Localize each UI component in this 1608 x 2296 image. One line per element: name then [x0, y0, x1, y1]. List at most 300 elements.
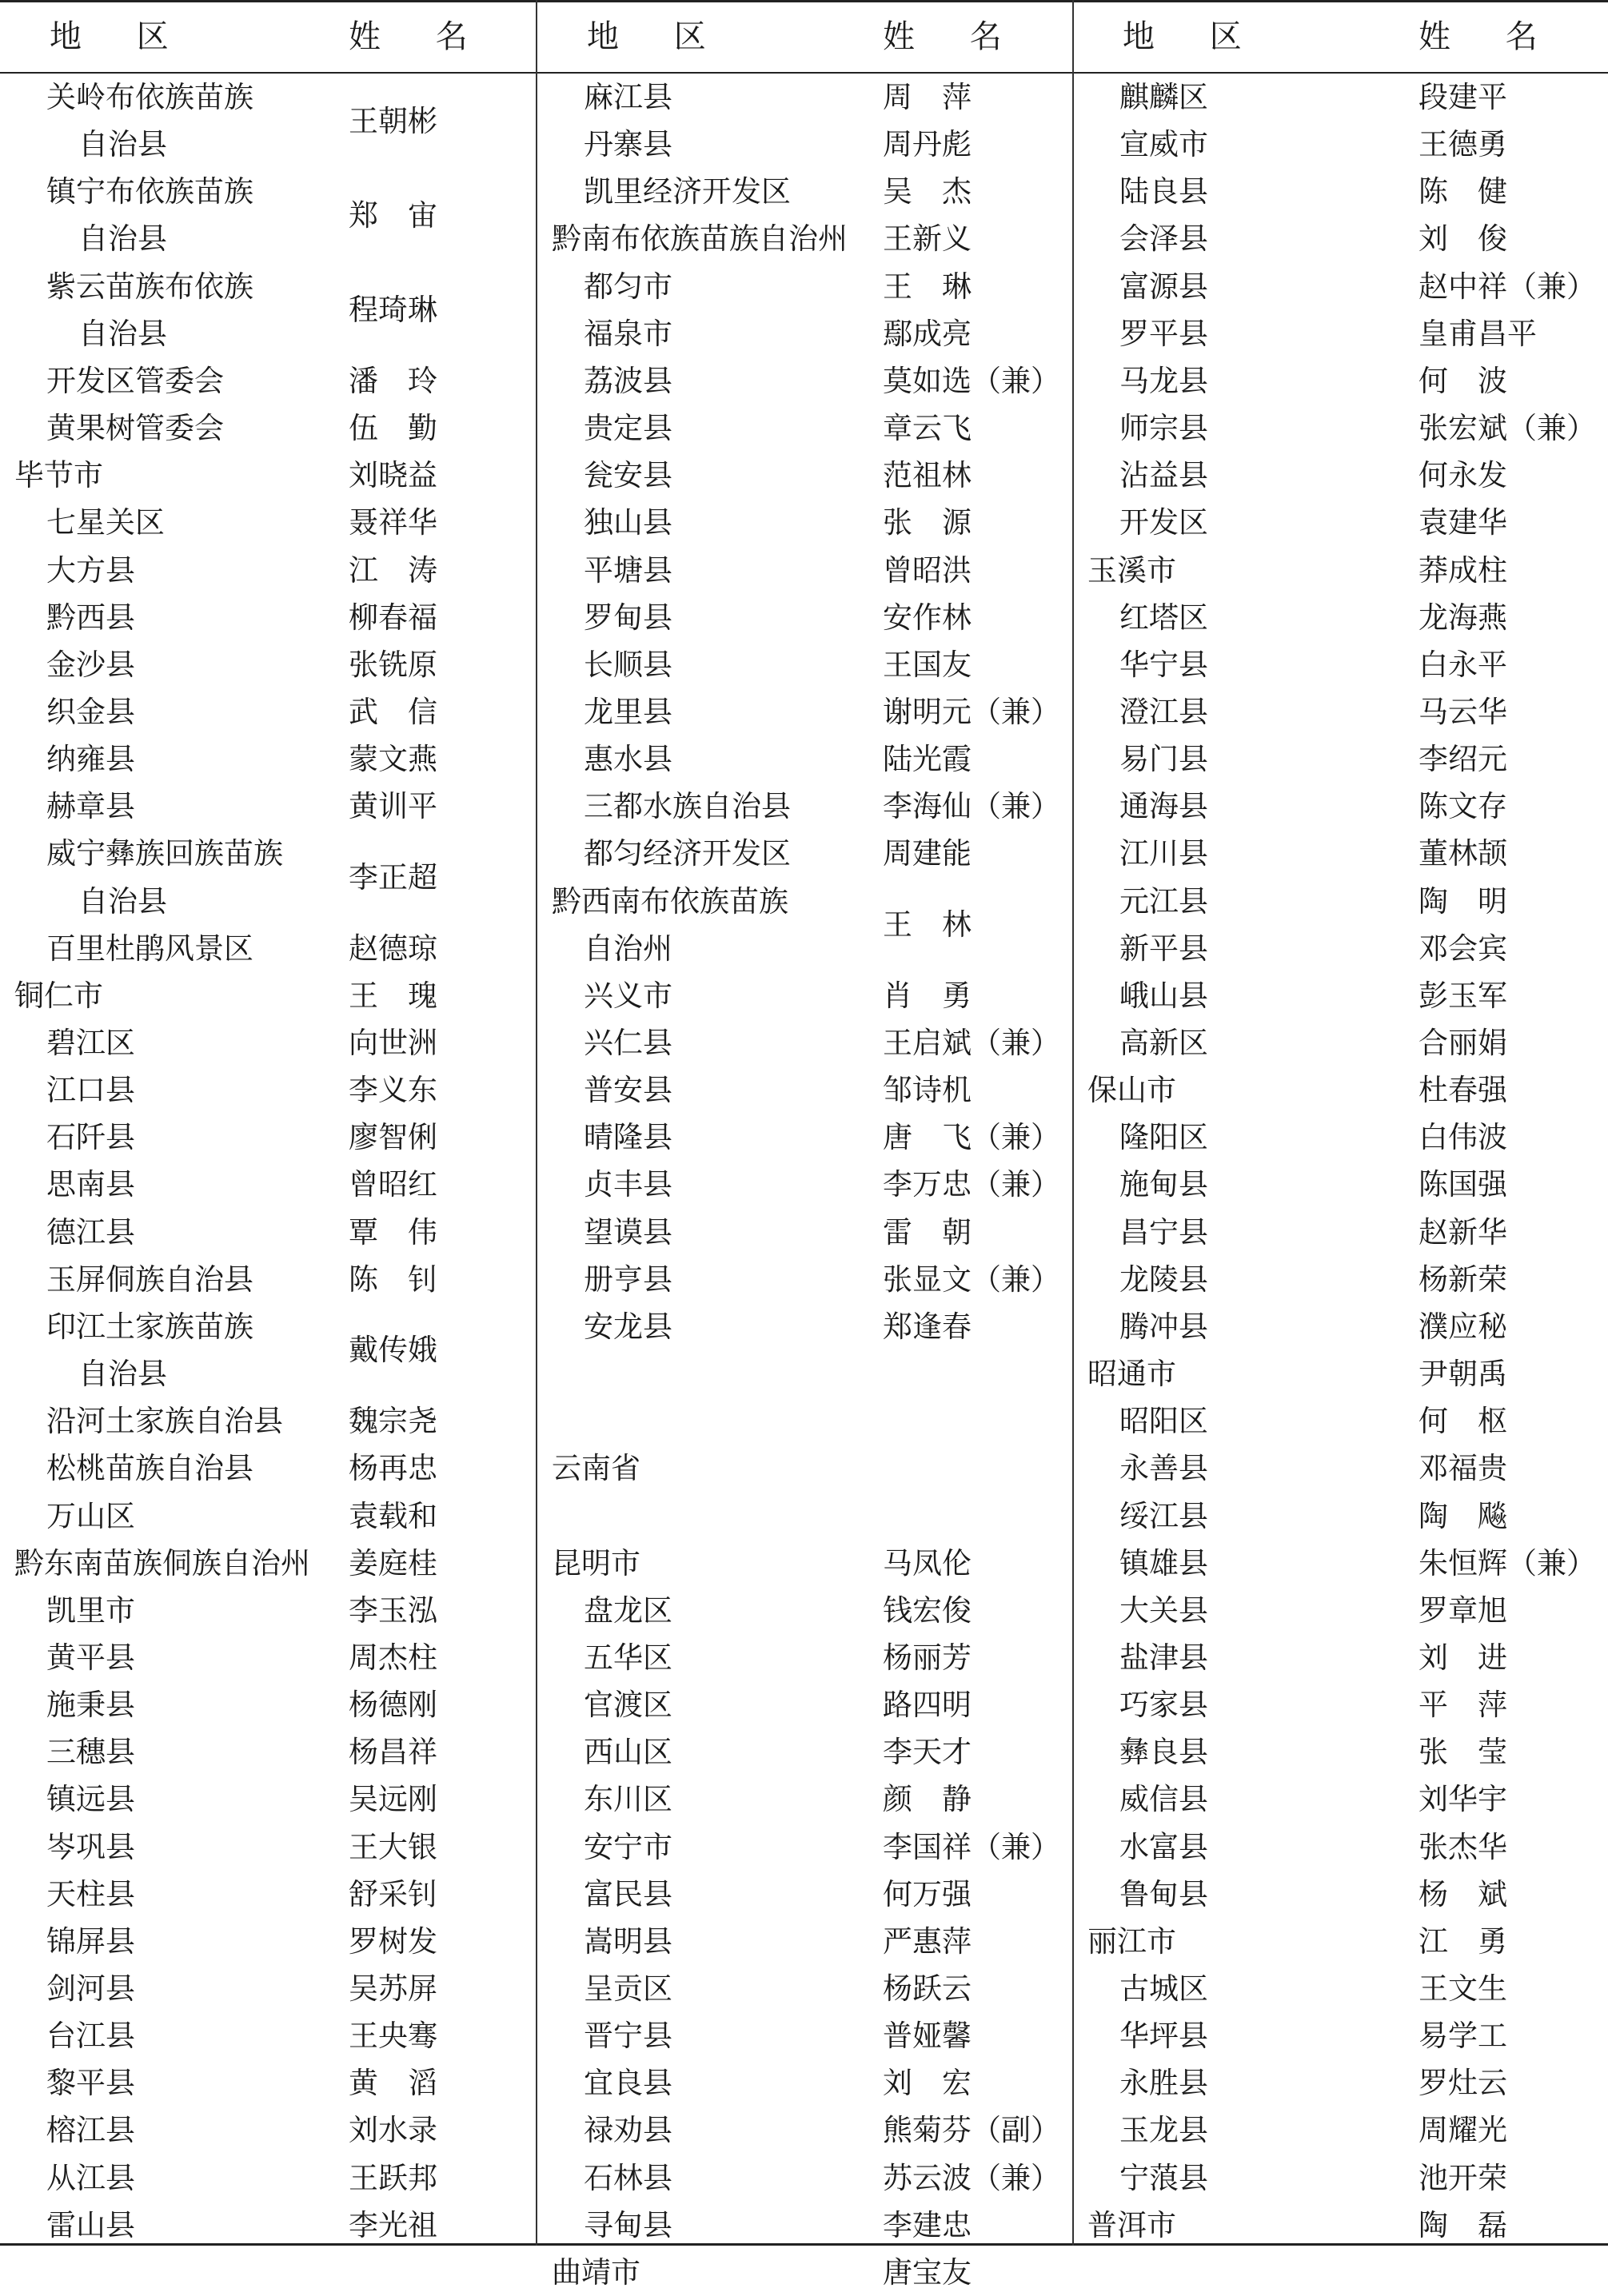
name-cell: 武 信 — [349, 694, 437, 729]
name-cell: 刘晓益 — [349, 458, 437, 493]
region-cell: 马龙县 — [1119, 363, 1208, 398]
name-cell: 李光祖 — [349, 2207, 437, 2242]
region-cell: 赫章县 — [46, 789, 135, 824]
region-cell: 易门县 — [1119, 742, 1208, 777]
table-row — [14, 1019, 534, 1066]
table-row — [1087, 594, 1607, 641]
table-row — [552, 168, 1071, 215]
region-cell: 从江县 — [46, 2160, 135, 2195]
name-cell: 袁建华 — [1418, 505, 1507, 540]
region-cell: 独山县 — [584, 505, 672, 540]
name-cell: 刘 俊 — [1418, 221, 1507, 257]
name-cell: 张 源 — [883, 505, 972, 540]
name-cell: 何万强 — [883, 1876, 972, 1911]
name-cell: 何永发 — [1418, 458, 1507, 493]
table-row — [552, 74, 1071, 121]
region-cell: 隆阳区 — [1119, 1120, 1208, 1155]
name-cell: 姜庭桂 — [349, 1545, 437, 1580]
name-cell: 濮应秘 — [1418, 1309, 1507, 1344]
region-cell: 黎平县 — [46, 2066, 135, 2101]
region-cell: 麒麟区 — [1119, 80, 1208, 114]
name-cell: 尹朝禹 — [1418, 1357, 1507, 1392]
table-row — [552, 1256, 1071, 1303]
table-row — [552, 357, 1071, 405]
region-cell: 大关县 — [1119, 1592, 1208, 1628]
name-cell: 王启斌（兼） — [883, 1026, 1060, 1060]
name-cell: 罗灶云 — [1418, 2066, 1507, 2101]
name-cell: 陈 钊 — [349, 1262, 437, 1297]
name-cell: 王 瑰 — [349, 978, 437, 1013]
table-column — [552, 0, 1071, 2290]
table-row — [14, 405, 534, 452]
region-cell: 晴隆县 — [584, 1120, 672, 1155]
table-row — [1087, 688, 1607, 735]
name-cell: 陶 磊 — [1418, 2207, 1507, 2242]
table-row — [1087, 2202, 1607, 2249]
name-cell: 蒙文燕 — [349, 742, 437, 777]
name-header: 姓 名 — [1418, 18, 1560, 55]
table-row — [1087, 1303, 1607, 1350]
table-row — [14, 1587, 534, 1634]
region-cell: 威信县 — [1119, 1782, 1208, 1817]
table-row — [1087, 1587, 1607, 1634]
name-cell: 程琦琳 — [349, 293, 437, 328]
table-row — [552, 1965, 1071, 2012]
name-cell: 舒采钊 — [349, 1876, 437, 1911]
name-cell: 何 波 — [1418, 363, 1507, 398]
table-row — [552, 1161, 1071, 1208]
table-row — [552, 594, 1071, 641]
region-cell: 古城区 — [1119, 1971, 1208, 2006]
table-row — [1087, 641, 1607, 688]
name-cell: 杨再忠 — [349, 1451, 437, 1486]
region-cell: 普洱市 — [1087, 2207, 1176, 2242]
name-cell: 熊菊芬（副） — [883, 2113, 1060, 2148]
table-row — [14, 1161, 534, 1208]
region-cell: 普安县 — [584, 1073, 672, 1108]
region-cell: 长顺县 — [584, 647, 672, 682]
table-row — [1087, 1493, 1607, 1540]
name-cell: 赵新华 — [1418, 1214, 1507, 1250]
region-cell: 自治县 — [78, 883, 167, 919]
table-row — [14, 357, 534, 405]
region-cell: 七星关区 — [46, 505, 165, 540]
name-cell: 吴苏屏 — [349, 1971, 437, 2006]
name-cell: 鄢成亮 — [883, 316, 972, 351]
table-row — [14, 1776, 534, 1823]
region-cell: 开发区管委会 — [46, 363, 224, 398]
region-cell: 云南省 — [552, 1451, 640, 1486]
table-row — [552, 1824, 1071, 1871]
table-row — [14, 1824, 534, 1871]
region-cell: 玉溪市 — [1087, 552, 1176, 588]
region-cell: 龙里县 — [584, 694, 672, 729]
table-row — [552, 1587, 1071, 1634]
region-cell: 平塘县 — [584, 552, 672, 588]
region-cell: 镇远县 — [46, 1782, 135, 1817]
column-divider — [536, 0, 537, 2246]
table-row — [1087, 2154, 1607, 2202]
name-cell: 廖智俐 — [349, 1120, 437, 1155]
region-cell: 丽江市 — [1087, 1923, 1176, 1959]
table-column — [1087, 0, 1607, 2246]
table-row — [552, 2154, 1071, 2202]
table-row — [552, 215, 1071, 262]
table-row — [1087, 215, 1607, 262]
name-cell: 陈文存 — [1418, 789, 1507, 824]
table-row — [14, 972, 534, 1019]
name-cell: 陶 明 — [1418, 883, 1507, 919]
region-cell: 盘龙区 — [584, 1592, 672, 1628]
table-row — [552, 310, 1071, 357]
region-cell: 惠水县 — [584, 742, 672, 777]
table-row — [1087, 1161, 1607, 1208]
region-cell: 晋宁县 — [584, 2019, 672, 2054]
name-cell: 周丹彪 — [883, 127, 972, 162]
region-cell: 禄劝县 — [584, 2113, 672, 2148]
name-cell: 潘 玲 — [349, 363, 437, 398]
name-cell: 莽成柱 — [1418, 552, 1507, 588]
region-cell: 望谟县 — [584, 1214, 672, 1250]
name-cell: 杨德刚 — [349, 1688, 437, 1723]
region-cell: 石林县 — [584, 2160, 672, 2195]
table-row — [552, 1114, 1071, 1161]
table-row — [552, 878, 1071, 972]
name-cell: 袁载和 — [349, 1498, 437, 1533]
name-cell: 龙海燕 — [1418, 600, 1507, 635]
region-cell: 保山市 — [1087, 1073, 1176, 1108]
table-column — [14, 0, 534, 2246]
name-cell: 邓会宾 — [1418, 931, 1507, 966]
region-cell: 大方县 — [46, 552, 135, 588]
region-cell: 麻江县 — [584, 80, 672, 114]
region-cell: 都匀市 — [584, 269, 672, 304]
region-cell: 万山区 — [46, 1498, 135, 1533]
name-cell: 黄 滔 — [349, 2066, 437, 2101]
table-row — [552, 121, 1071, 168]
region-cell: 台江县 — [46, 2019, 135, 2054]
region-cell: 陆良县 — [1119, 174, 1208, 209]
name-cell: 白伟波 — [1418, 1120, 1507, 1155]
name-cell: 张铣原 — [349, 647, 437, 682]
region-cell: 自治县 — [78, 1357, 167, 1392]
name-cell: 李国祥（兼） — [883, 1829, 1060, 1864]
table-row — [552, 1681, 1071, 1728]
region-cell: 贞丰县 — [584, 1167, 672, 1202]
table-row — [14, 594, 534, 641]
region-cell: 五华区 — [584, 1640, 672, 1675]
table-row — [14, 2059, 534, 2107]
name-cell: 黄训平 — [349, 789, 437, 824]
table-row — [14, 925, 534, 972]
region-cell: 彝良县 — [1119, 1735, 1208, 1770]
region-cell: 碧江区 — [46, 1026, 135, 1060]
region-cell: 丹寨县 — [584, 127, 672, 162]
table-row — [552, 1918, 1071, 1965]
name-cell: 张杰华 — [1418, 1829, 1507, 1864]
table-row — [14, 1397, 534, 1445]
name-cell: 雷 朝 — [883, 1214, 972, 1250]
table-row — [1087, 1965, 1607, 2012]
region-cell: 永善县 — [1119, 1451, 1208, 1486]
region-cell: 锦屏县 — [46, 1923, 135, 1959]
name-cell: 范祖林 — [883, 458, 972, 493]
region-cell: 宣威市 — [1119, 127, 1208, 162]
table-row — [552, 972, 1071, 1019]
table-row — [552, 1634, 1071, 1681]
table-row — [1087, 1681, 1607, 1728]
table-row — [1087, 1540, 1607, 1587]
name-cell: 李绍元 — [1418, 742, 1507, 777]
name-cell: 杨跃云 — [883, 1971, 972, 2006]
name-cell: 陆光霞 — [883, 742, 972, 777]
name-cell: 郑 宙 — [349, 197, 437, 233]
table-row — [552, 547, 1071, 594]
region-cell: 铜仁市 — [14, 978, 103, 1013]
region-cell: 织金县 — [46, 694, 135, 729]
name-cell: 王朝彬 — [349, 103, 437, 138]
name-cell: 戴传娥 — [349, 1333, 437, 1368]
table-row — [14, 1728, 534, 1776]
region-cell: 富民县 — [584, 1876, 672, 1911]
region-cell: 册亨县 — [584, 1262, 672, 1297]
name-header: 姓 名 — [883, 18, 1024, 55]
region-cell: 龙陵县 — [1119, 1262, 1208, 1297]
region-cell: 玉龙县 — [1119, 2113, 1208, 2148]
name-cell: 张显文（兼） — [883, 1262, 1060, 1297]
table-row — [552, 688, 1071, 735]
column-divider — [1072, 0, 1074, 2246]
name-cell: 罗章旭 — [1418, 1592, 1507, 1628]
table-row — [1087, 1066, 1607, 1114]
name-cell: 杨 斌 — [1418, 1876, 1507, 1911]
region-cell: 镇宁布依族苗族 — [46, 174, 253, 209]
region-cell: 自治县 — [78, 316, 167, 351]
name-cell: 王跃邦 — [349, 2160, 437, 2195]
table-row — [552, 1066, 1071, 1114]
region-cell: 会泽县 — [1119, 221, 1208, 257]
table-row — [14, 688, 534, 735]
region-cell: 绥江县 — [1119, 1498, 1208, 1533]
table-row — [1087, 1350, 1607, 1397]
region-cell: 黔东南苗族侗族自治州 — [14, 1545, 310, 1580]
name-cell: 刘华宇 — [1418, 1782, 1507, 1817]
name-cell: 曾昭洪 — [883, 552, 972, 588]
table-row — [14, 1256, 534, 1303]
name-cell: 陶 飚 — [1418, 1498, 1507, 1533]
table-row — [14, 168, 534, 262]
region-cell: 昭阳区 — [1119, 1404, 1208, 1439]
table-row — [14, 452, 534, 499]
table-row — [1087, 1824, 1607, 1871]
table-row — [1087, 1728, 1607, 1776]
name-cell: 刘 进 — [1418, 1640, 1507, 1675]
region-cell: 峨山县 — [1119, 978, 1208, 1013]
table-row — [14, 830, 534, 924]
region-cell: 嵩明县 — [584, 1923, 672, 1959]
table-row — [552, 1871, 1071, 1918]
table-row — [14, 1209, 534, 1256]
table-row — [14, 1303, 534, 1397]
name-cell: 唐宝友 — [883, 2254, 972, 2290]
region-cell: 水富县 — [1119, 1829, 1208, 1864]
table-row — [1087, 357, 1607, 405]
region-header: 地 区 — [587, 18, 728, 55]
region-cell: 澄江县 — [1119, 694, 1208, 729]
name-cell: 杜春强 — [1418, 1073, 1507, 1108]
table-row — [552, 1209, 1071, 1256]
region-cell: 毕节市 — [14, 458, 103, 493]
table-row — [552, 2059, 1071, 2107]
region-cell: 雷山县 — [46, 2207, 135, 2242]
name-cell: 覃 伟 — [349, 1214, 437, 1250]
region-cell: 曲靖市 — [552, 2254, 640, 2290]
region-cell: 黔西县 — [46, 600, 135, 635]
name-cell: 王 琳 — [883, 269, 972, 304]
region-cell: 三穗县 — [46, 1735, 135, 1770]
region-cell: 兴义市 — [584, 978, 672, 1013]
region-cell: 罗平县 — [1119, 316, 1208, 351]
name-cell: 章云飞 — [883, 411, 972, 446]
region-cell: 岑巩县 — [46, 1829, 135, 1864]
name-cell: 王大银 — [349, 1829, 437, 1864]
region-header: 地 区 — [1123, 18, 1264, 55]
region-cell: 兴仁县 — [584, 1026, 672, 1060]
table-row — [14, 1871, 534, 1918]
region-cell: 永胜县 — [1119, 2066, 1208, 2101]
name-cell: 李义东 — [349, 1073, 437, 1108]
region-cell: 百里杜鹃风景区 — [46, 931, 253, 966]
name-cell: 周杰柱 — [349, 1640, 437, 1675]
region-cell: 师宗县 — [1119, 411, 1208, 446]
name-cell: 皇甫昌平 — [1418, 316, 1537, 351]
region-cell: 自治州 — [584, 931, 672, 966]
region-cell: 巧家县 — [1119, 1688, 1208, 1723]
region-cell: 官渡区 — [584, 1688, 672, 1723]
region-cell: 宁蒗县 — [1119, 2160, 1208, 2195]
name-cell: 安作林 — [883, 600, 972, 635]
name-cell: 伍 勤 — [349, 411, 437, 446]
table-row — [552, 1776, 1071, 1823]
region-cell: 昭通市 — [1087, 1357, 1176, 1392]
region-cell: 西山区 — [584, 1735, 672, 1770]
table-row — [552, 1728, 1071, 1776]
name-cell: 周 萍 — [883, 80, 972, 114]
name-cell: 郑逢春 — [883, 1309, 972, 1344]
region-cell: 威宁彝族回族苗族 — [46, 836, 283, 871]
region-cell: 红塔区 — [1119, 600, 1208, 635]
name-cell: 李海仙（兼） — [883, 789, 1060, 824]
region-cell: 开发区 — [1119, 505, 1208, 540]
table-row — [552, 735, 1071, 783]
table-row — [552, 263, 1071, 310]
name-cell: 平 萍 — [1418, 1688, 1507, 1723]
table-row — [1087, 74, 1607, 121]
region-cell: 沾益县 — [1119, 458, 1208, 493]
name-cell: 李正超 — [349, 859, 437, 895]
region-cell: 呈贡区 — [584, 1971, 672, 2006]
table-row — [552, 1445, 1071, 1492]
name-cell: 莫如选（兼） — [883, 363, 1060, 398]
table-row — [14, 1114, 534, 1161]
region-cell: 都匀经济开发区 — [584, 836, 791, 871]
name-cell: 张宏斌（兼） — [1418, 411, 1596, 446]
table-row — [14, 499, 534, 546]
region-cell: 思南县 — [46, 1167, 135, 1202]
region-cell: 腾冲县 — [1119, 1309, 1208, 1344]
region-cell: 紫云苗族布依族 — [46, 269, 253, 304]
name-cell: 李建忠 — [883, 2207, 972, 2242]
table-row — [552, 2012, 1071, 2059]
name-cell: 唐 飞（兼） — [883, 1120, 1060, 1155]
table-row — [1087, 1776, 1607, 1823]
table-row — [1087, 1397, 1607, 1445]
table-row — [14, 2154, 534, 2202]
region-cell: 寻甸县 — [584, 2207, 672, 2242]
name-cell: 王文生 — [1418, 1971, 1507, 2006]
table-row — [1087, 1114, 1607, 1161]
table-row — [1087, 735, 1607, 783]
region-cell: 施秉县 — [46, 1688, 135, 1723]
name-cell: 邹诗机 — [883, 1073, 972, 1108]
name-cell: 王国友 — [883, 647, 972, 682]
region-cell: 安龙县 — [584, 1309, 672, 1344]
table-row — [1087, 1871, 1607, 1918]
region-cell: 江川县 — [1119, 836, 1208, 871]
name-cell: 路四明 — [883, 1688, 972, 1723]
region-cell: 昌宁县 — [1119, 1214, 1208, 1250]
table-row — [1087, 972, 1607, 1019]
table-row — [1087, 547, 1607, 594]
table-row — [552, 1303, 1071, 1350]
table-row — [1087, 2107, 1607, 2154]
region-cell: 福泉市 — [584, 316, 672, 351]
region-cell: 天柱县 — [46, 1876, 135, 1911]
region-cell: 高新区 — [1119, 1026, 1208, 1060]
region-cell: 自治县 — [78, 127, 167, 162]
name-cell: 王德勇 — [1418, 127, 1507, 162]
name-cell: 赵中祥（兼） — [1418, 269, 1596, 304]
table-row — [14, 547, 534, 594]
table-row — [14, 1066, 534, 1114]
table-row — [14, 2107, 534, 2154]
region-cell: 荔波县 — [584, 363, 672, 398]
table-row — [1087, 499, 1607, 546]
name-cell: 马凤伦 — [883, 1545, 972, 1580]
region-cell: 凯里市 — [46, 1592, 135, 1628]
name-cell: 刘水录 — [349, 2113, 437, 2148]
region-cell: 沿河土家族自治县 — [46, 1404, 283, 1439]
table-row — [1087, 878, 1607, 925]
name-cell: 杨新荣 — [1418, 1262, 1507, 1297]
table-row — [1087, 1634, 1607, 1681]
table-row — [1087, 1256, 1607, 1303]
name-cell: 谢明元（兼） — [883, 694, 1060, 729]
name-cell: 杨昌祥 — [349, 1735, 437, 1770]
table-row — [14, 1918, 534, 1965]
table-row — [14, 2012, 534, 2059]
name-cell: 王新义 — [883, 221, 972, 257]
name-cell: 易学工 — [1418, 2019, 1507, 2054]
name-cell: 张 莹 — [1418, 1735, 1507, 1770]
region-cell: 玉屏侗族自治县 — [46, 1262, 253, 1297]
table-row — [14, 2202, 534, 2249]
region-cell: 江口县 — [46, 1073, 135, 1108]
name-cell: 罗树发 — [349, 1923, 437, 1959]
table-row — [1087, 310, 1607, 357]
table-row — [14, 1493, 534, 1540]
name-cell: 颜 静 — [883, 1782, 972, 1817]
